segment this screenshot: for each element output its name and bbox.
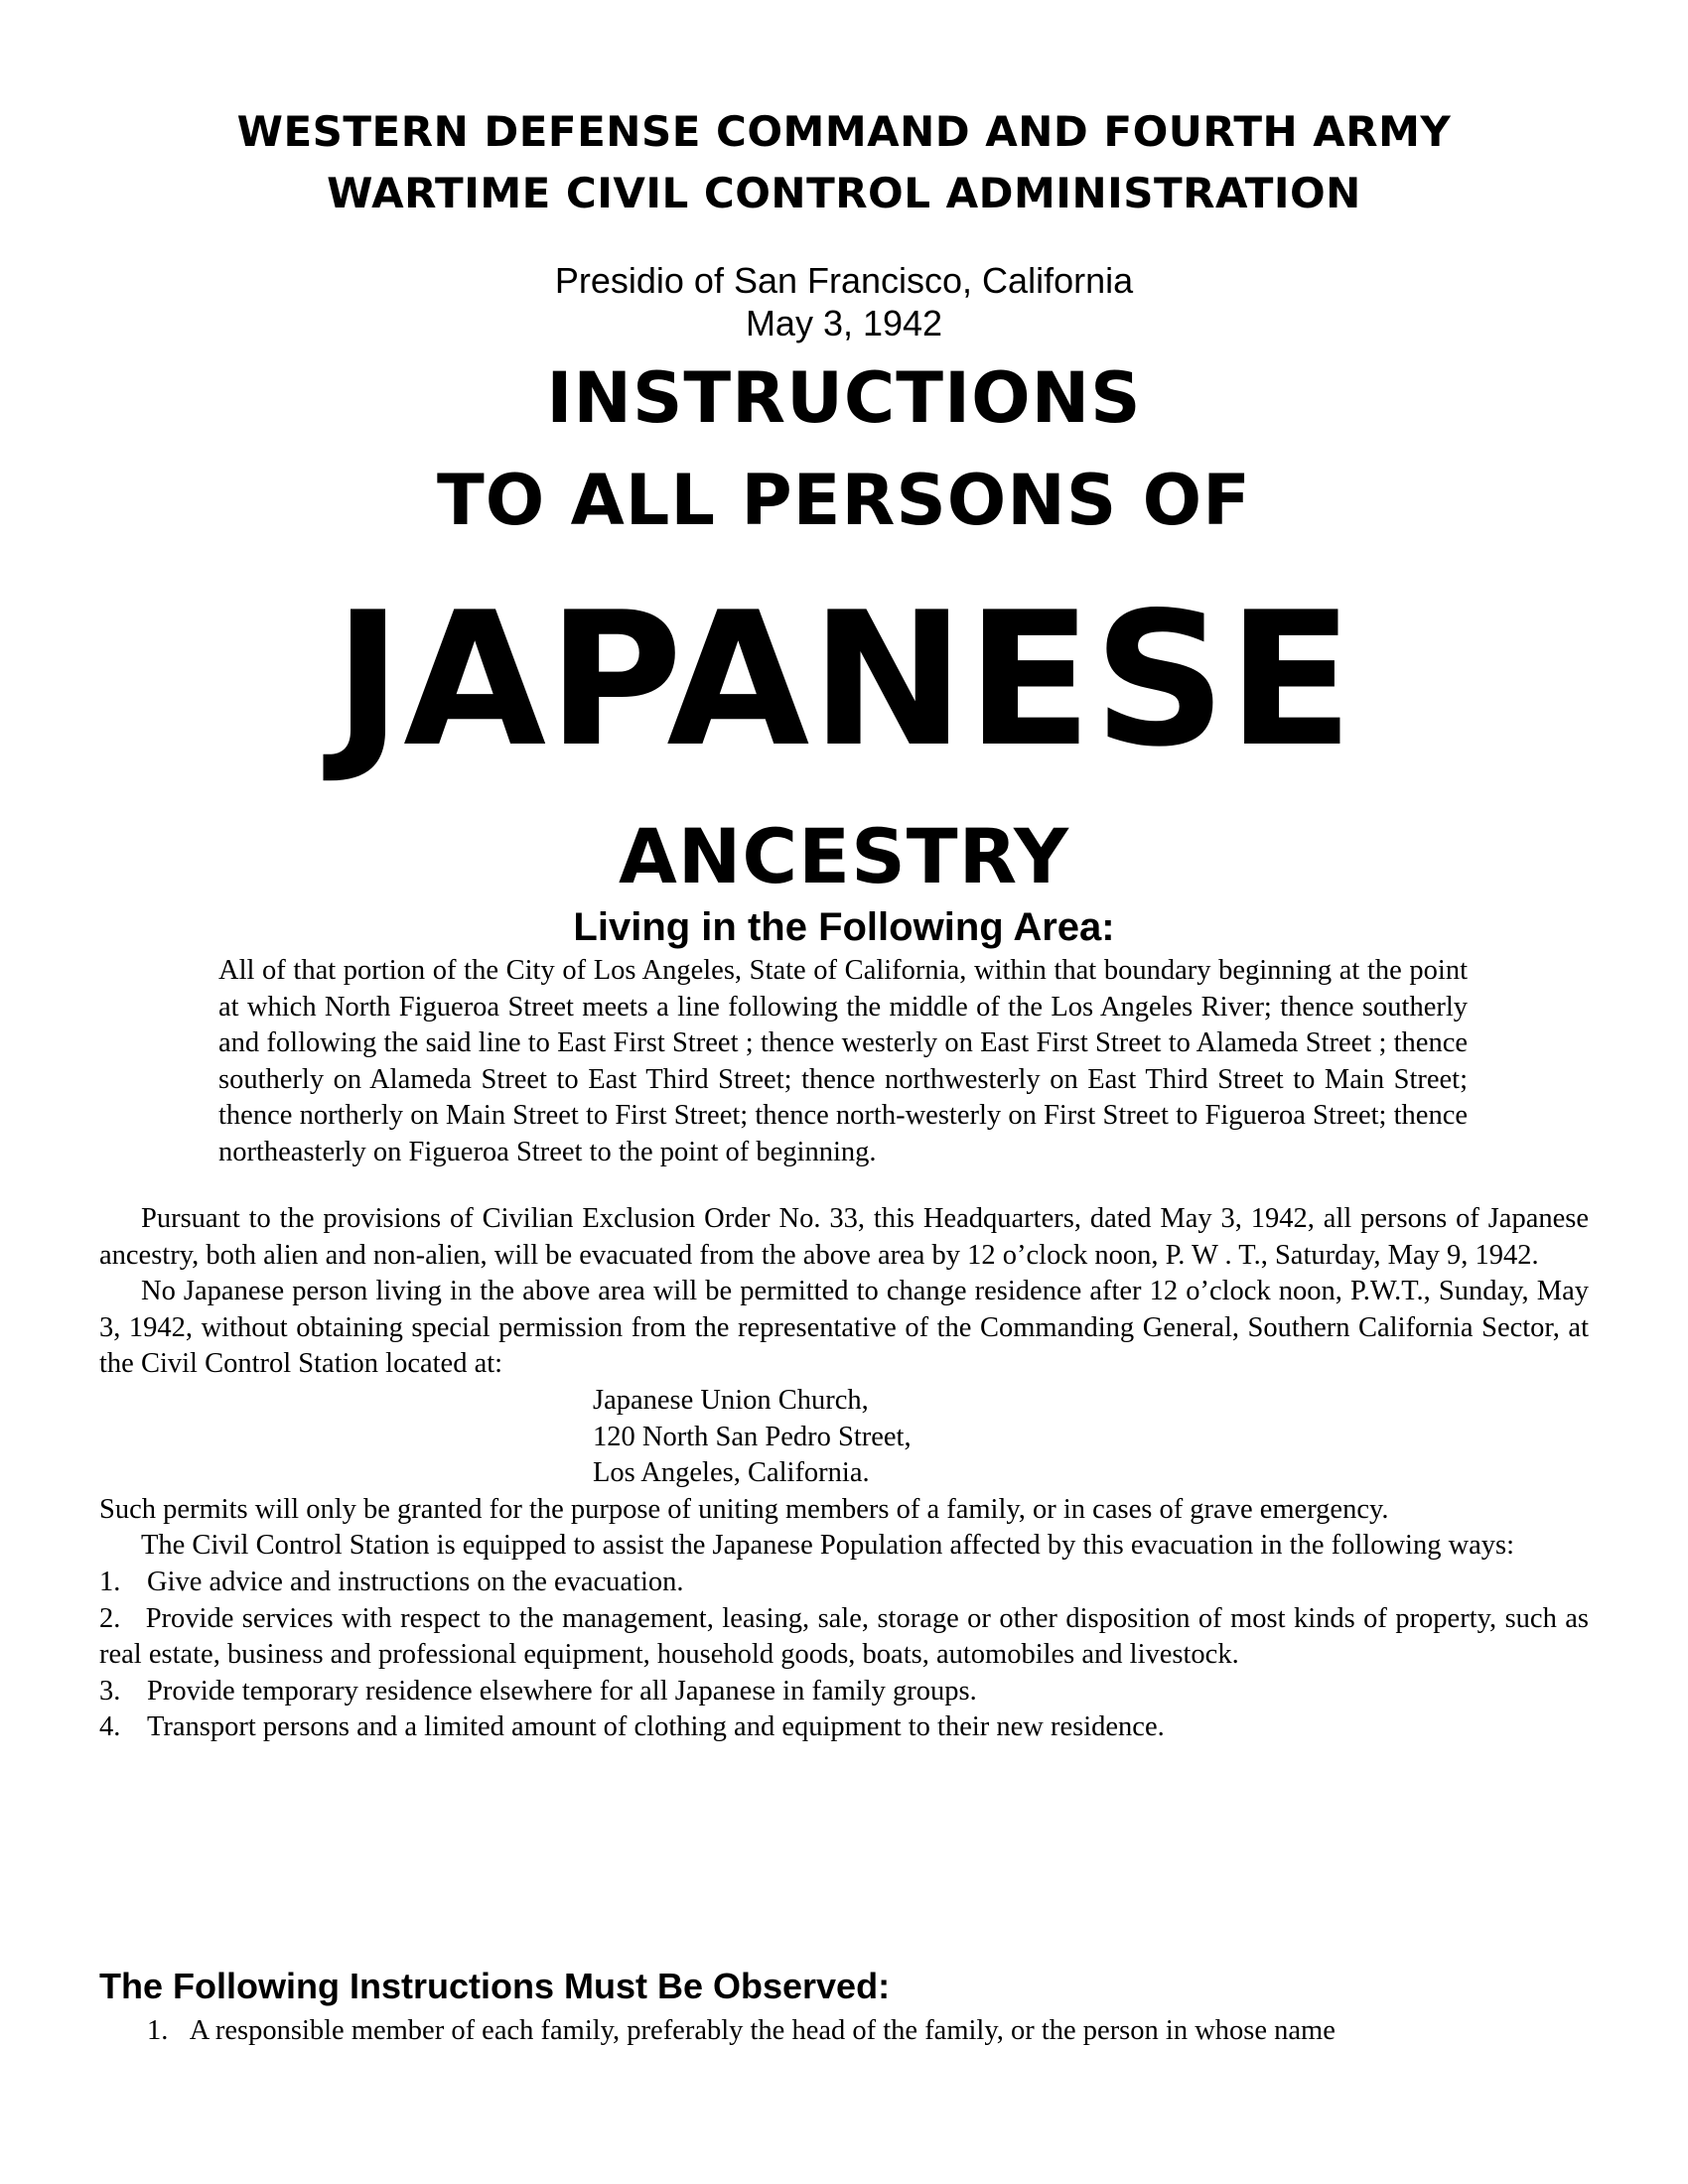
list-number: 1. bbox=[99, 1566, 121, 1597]
residence-change-paragraph: No Japanese person living in the above area will be permitted to change residence after 12 o’clock noon, P.W.T., Sunday, May 3, 1942, without obtaining special permission from the representative of the Commanding General, Southern California Sector, at the Civil Control Station located at: bbox=[99, 1276, 1589, 1380]
list-text: A responsible member of each family, preferably the head of the family, or the person in whose name bbox=[189, 2015, 1336, 2046]
permits-paragraph: Such permits will only be granted for the purpose of uniting members of a family, or in cases of grave emergency. bbox=[99, 1493, 1389, 1525]
area-subheading: Living in the Following Area: bbox=[573, 905, 1115, 949]
list-number: 3. bbox=[99, 1675, 121, 1706]
list-item bbox=[99, 1601, 1589, 1674]
administration-heading: WARTIME CIVIL CONTROL ADMINISTRATION bbox=[327, 169, 1361, 217]
area-description: All of that portion of the City of Los Angeles, State of California, within that boundary beginning at the point at which North Figueroa Street meets a line following the middle of the Los Angeles River; thence southerly and following the said line to East First Street ; thence westerly on East First Street to Alameda Street ; thence southerly on Alameda Street to East Third Street; thence northwesterly on East Third Street to Main Street; thence northerly on Main Street to First Street; thence north-westerly on First Street to Figueroa Street; thence northeasterly on Figueroa Street to the point of beginning. bbox=[218, 955, 1468, 1167]
issue-date: May 3, 1942 bbox=[745, 303, 943, 343]
title-ancestry: ANCESTRY bbox=[618, 812, 1070, 900]
list-text: Transport persons and a limited amount of clothing and equipment to their new residence. bbox=[147, 1711, 1165, 1743]
civil-control-station-address bbox=[99, 1383, 1589, 1492]
station-intro-paragraph: The Civil Control Station is equipped to assist the Japanese Population affected by this evacuation in the following ways: bbox=[141, 1530, 1515, 1562]
observed-list-item bbox=[147, 2013, 1336, 2050]
address-line: Japanese Union Church, bbox=[593, 1384, 869, 1416]
list-text: Provide services with respect to the management, leasing, sale, storage or other disposition of most kinds of property, such as real estate, business and professional equipment, household goods, boats, automobiles and livestock. bbox=[99, 1602, 1589, 1671]
command-heading: WESTERN DEFENSE COMMAND AND FOURTH ARMY bbox=[236, 107, 1452, 156]
address-line: Los Angeles, California. bbox=[593, 1457, 870, 1489]
list-number: 2. bbox=[99, 1602, 121, 1634]
notice-body bbox=[99, 1201, 1589, 1746]
list-text: Provide temporary residence elsewhere for all Japanese in family groups. bbox=[147, 1675, 977, 1706]
list-number: 1. bbox=[147, 2015, 169, 2046]
list-number: 4. bbox=[99, 1711, 121, 1743]
address-line: 120 North San Pedro Street, bbox=[593, 1421, 912, 1452]
list-item bbox=[99, 1674, 1589, 1710]
title-instructions: INSTRUCTIONS bbox=[546, 357, 1142, 439]
list-item bbox=[99, 1565, 1589, 1601]
pursuant-paragraph: Pursuant to the provisions of Civilian Exclusion Order No. 33, this Headquarters, dated May 3, 1942, all persons of Japanese ancestry, both alien and non-alien, will be evacuated from the above area by 12 o’clock noon, P. W . T., Saturday, May 9, 1942. bbox=[99, 1203, 1589, 1271]
title-japanese: JAPANESE bbox=[333, 572, 1355, 787]
title-to-all-persons: TO ALL PERSONS OF bbox=[436, 460, 1252, 541]
list-item bbox=[99, 1709, 1589, 1746]
observed-heading: The Following Instructions Must Be Observed: bbox=[99, 1966, 891, 2006]
issuing-location: Presidio of San Francisco, California bbox=[554, 260, 1134, 301]
list-text: Give advice and instructions on the evacuation. bbox=[147, 1566, 684, 1597]
